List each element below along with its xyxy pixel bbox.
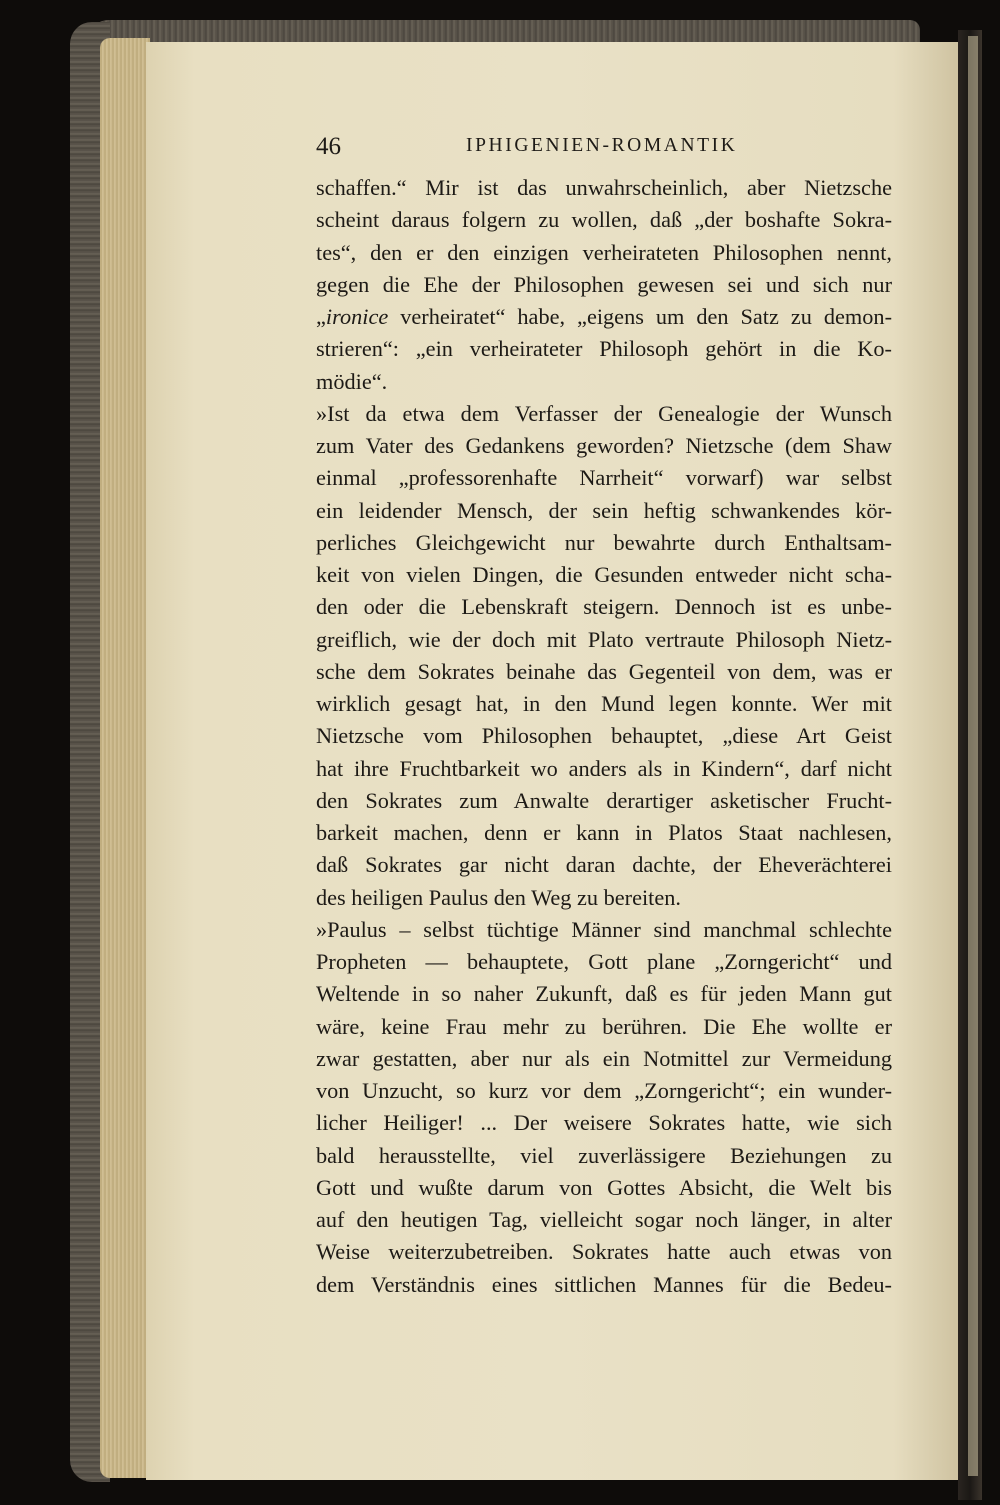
text-line: schaffen.“ Mir ist das unwahrscheinlich, aber Nietzsche xyxy=(316,175,892,200)
text-line: wäre, keine Frau mehr zu berühren. Die Ehe wollte er xyxy=(316,1013,892,1039)
text-line: einmal „professorenhafte Narrheit“ vorwarf) war selbst xyxy=(316,465,892,491)
running-head xyxy=(316,133,896,169)
text-line: von Unzucht, so kurz vor dem „Zorngericht“; ein wunder- xyxy=(316,1078,892,1103)
text-line: sche dem Sokrates beinahe das Gegenteil von dem, was er xyxy=(316,658,892,684)
text-line: perliches Gleichgewicht nur bewahrte durch Enthaltsam- xyxy=(316,529,892,555)
body-text xyxy=(316,172,892,1301)
text-line: »Ist da etwa dem Verfasser der Genealogie der Wunsch xyxy=(316,400,892,426)
text-line: strieren“: „ein verheirateter Philosoph gehört in die Ko- xyxy=(316,336,892,362)
text-line: dem Verständnis eines sittlichen Mannes für die Bedeu- xyxy=(316,1271,892,1297)
text-line: Weltende in so naher Zukunft, daß es für jeden Mann gut xyxy=(316,981,892,1007)
text-line: daß Sokrates gar nicht daran dachte, der Eheverächterei xyxy=(316,852,892,878)
text-line: den Sokrates zum Anwalte derartiger asketischer Frucht- xyxy=(316,787,892,813)
italic-word: ironice xyxy=(325,304,389,329)
right-page-sliver xyxy=(968,36,978,1476)
text-line: licher Heiliger! ... Der weisere Sokrates hatte, wie sich xyxy=(316,1110,892,1136)
text-line: Nietzsche vom Philosophen behauptet, „diese Art Geist xyxy=(316,723,892,749)
book-cover-top-edge xyxy=(90,20,920,42)
text-line: wirklich gesagt hat, in den Mund legen konnte. Wer mit xyxy=(316,691,892,716)
text-line: zwar gestatten, aber nur als ein Notmittel zur Vermeidung xyxy=(316,1045,892,1071)
text-line: hat ihre Fruchtbarkeit wo anders als in Kindern“, darf nicht xyxy=(316,755,892,781)
text-line: des heiligen Paulus den Weg zu bereiten. xyxy=(316,884,681,910)
page-number: 46 xyxy=(316,133,341,160)
text-line: greiflich, wie der doch mit Plato vertraute Philosoph Nietz- xyxy=(316,626,892,652)
text-line: gegen die Ehe der Philosophen gewesen sei und sich nur xyxy=(316,271,892,297)
text-line: zum Vater des Gedankens geworden? Nietzsche (dem Shaw xyxy=(316,433,892,458)
text-line: Gott und wußte darum von Gottes Absicht, die Welt bis xyxy=(316,1174,892,1200)
text-line: den oder die Lebenskraft steigern. Dennoch ist es unbe- xyxy=(316,594,892,620)
text-line: tes“, den er den einzigen verheirateten Philosophen nennt, xyxy=(316,239,892,265)
text-line: mödie“. xyxy=(316,368,388,394)
text-line: „ironice verheiratet“ habe, „eigens um den Satz zu demon- xyxy=(316,304,892,329)
stacked-page-edges xyxy=(100,38,150,1478)
text-line: »Paulus – selbst tüchtige Männer sind manchmal schlechte xyxy=(316,916,892,942)
text-line: bald herausstellte, viel zuverlässigere Beziehungen zu xyxy=(316,1142,892,1168)
text-line: Weise weiterzubetreiben. Sokrates hatte auch etwas von xyxy=(316,1239,892,1265)
running-head-title: IPHIGENIEN-ROMANTIK xyxy=(466,135,738,156)
text-line: ein leidender Mensch, der sein heftig schwankendes kör- xyxy=(316,497,892,523)
text-line: auf den heutigen Tag, vielleicht sogar noch länger, in alter xyxy=(316,1207,892,1232)
text-line: scheint daraus folgern zu wollen, daß „der boshafte Sokra- xyxy=(316,207,892,233)
text-line: barkeit machen, denn er kann in Platos Staat nachlesen, xyxy=(316,820,892,845)
text-line: keit von vielen Dingen, die Gesunden entweder nicht scha- xyxy=(316,562,892,587)
text-line: Propheten — behauptete, Gott plane „Zorngericht“ und xyxy=(316,949,892,974)
